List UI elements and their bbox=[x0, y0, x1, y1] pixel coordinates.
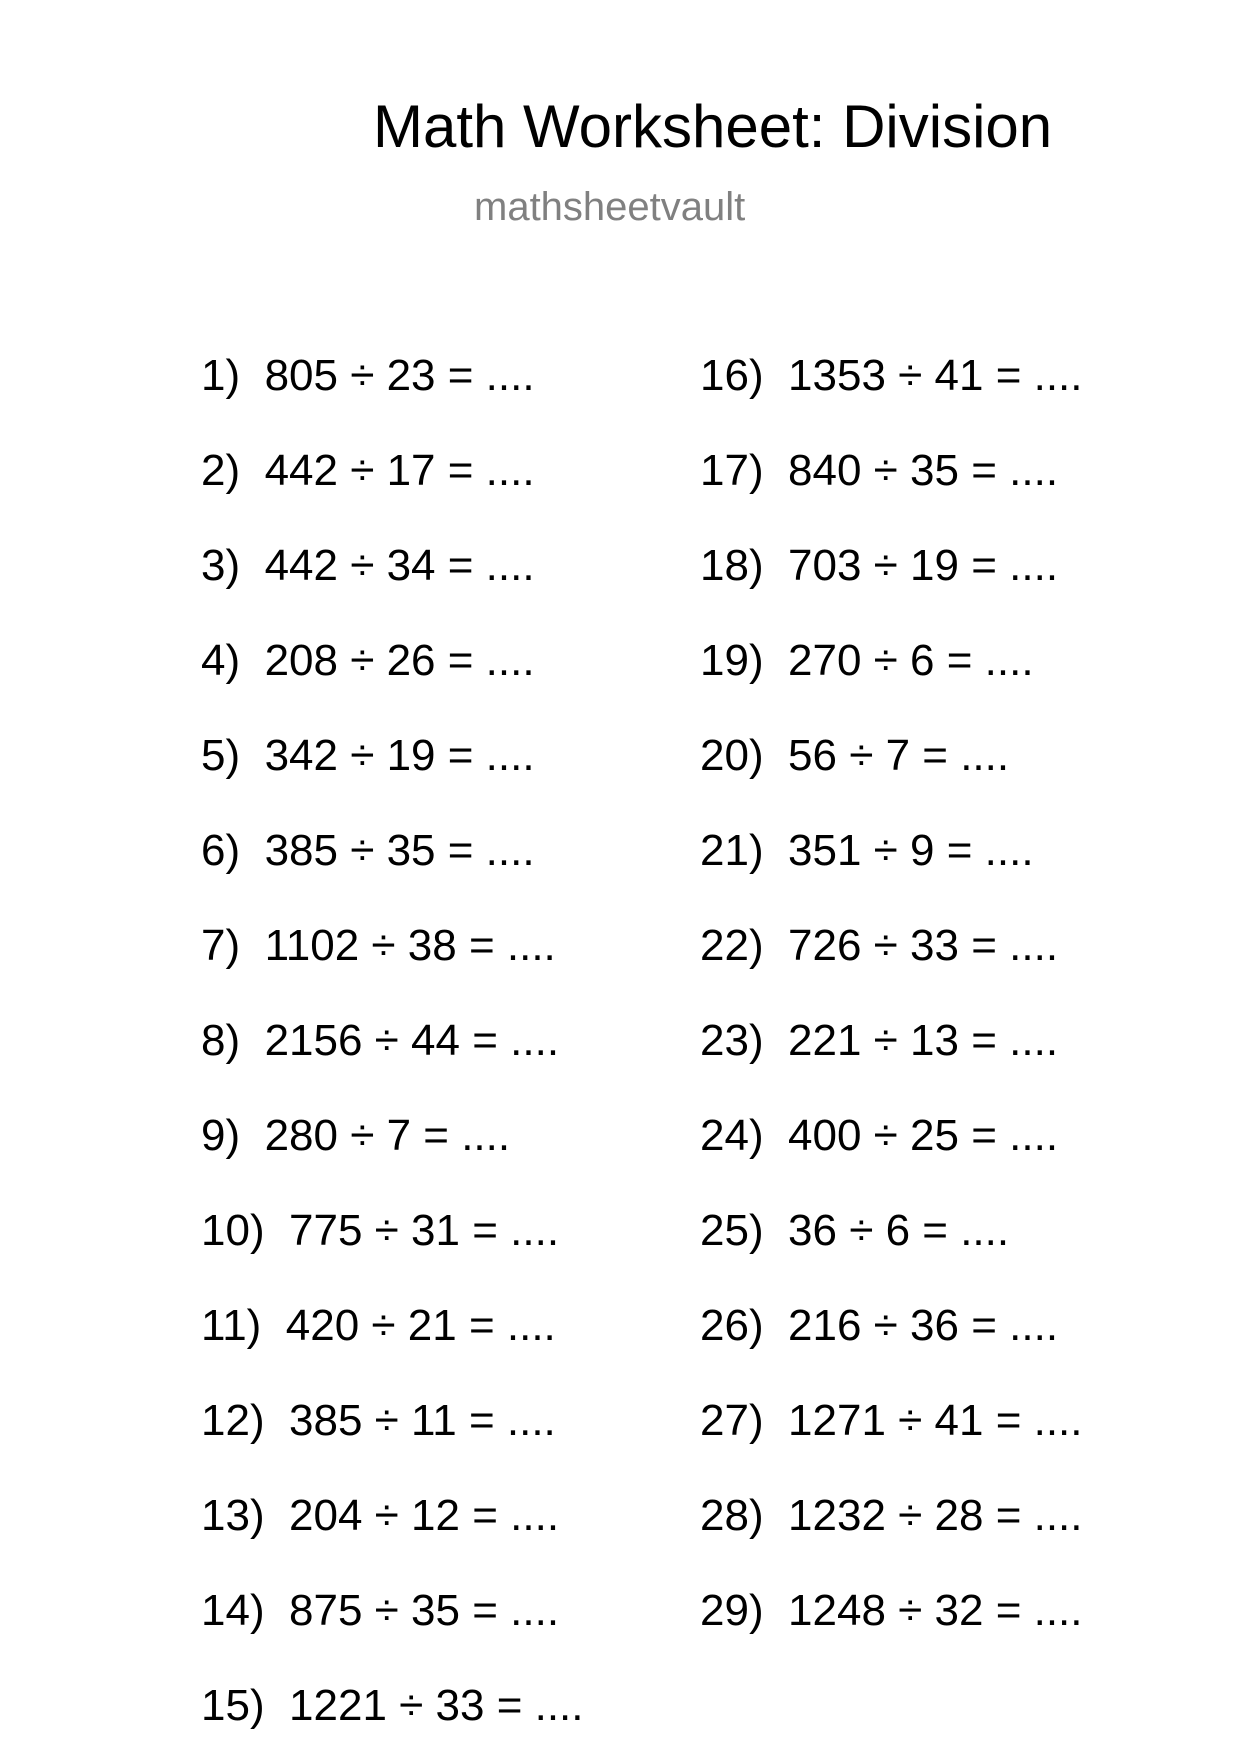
problem-item: 22) 726 ÷ 33 = .... bbox=[700, 921, 1059, 970]
problem-item: 17) 840 ÷ 35 = .... bbox=[700, 446, 1059, 495]
problem-item: 18) 703 ÷ 19 = .... bbox=[700, 541, 1059, 590]
problem-item: 7) 1102 ÷ 38 = .... bbox=[201, 921, 556, 970]
problem-item: 25) 36 ÷ 6 = .... bbox=[700, 1206, 1010, 1255]
problem-item: 5) 342 ÷ 19 = .... bbox=[201, 731, 535, 780]
problem-item: 28) 1232 ÷ 28 = .... bbox=[700, 1491, 1083, 1540]
problem-item: 24) 400 ÷ 25 = .... bbox=[700, 1111, 1059, 1160]
problem-item: 14) 875 ÷ 35 = .... bbox=[201, 1586, 560, 1635]
problem-item: 10) 775 ÷ 31 = .... bbox=[201, 1206, 560, 1255]
problem-item: 13) 204 ÷ 12 = .... bbox=[201, 1491, 560, 1540]
problem-item: 4) 208 ÷ 26 = .... bbox=[201, 636, 535, 685]
problem-item: 11) 420 ÷ 21 = .... bbox=[201, 1301, 556, 1350]
problem-item: 2) 442 ÷ 17 = .... bbox=[201, 446, 535, 495]
problem-item: 6) 385 ÷ 35 = .... bbox=[201, 826, 535, 875]
problem-item: 27) 1271 ÷ 41 = .... bbox=[700, 1396, 1083, 1445]
problem-item: 29) 1248 ÷ 32 = .... bbox=[700, 1586, 1083, 1635]
problem-item: 23) 221 ÷ 13 = .... bbox=[700, 1016, 1059, 1065]
worksheet-subtitle: mathsheetvault bbox=[474, 185, 746, 229]
problem-item: 8) 2156 ÷ 44 = .... bbox=[201, 1016, 560, 1065]
problem-item: 20) 56 ÷ 7 = .... bbox=[700, 731, 1010, 780]
problem-item: 19) 270 ÷ 6 = .... bbox=[700, 636, 1034, 685]
worksheet-title: Math Worksheet: Division bbox=[373, 93, 1053, 160]
problem-item: 26) 216 ÷ 36 = .... bbox=[700, 1301, 1059, 1350]
problem-item: 21) 351 ÷ 9 = .... bbox=[700, 826, 1034, 875]
problem-item: 9) 280 ÷ 7 = .... bbox=[201, 1111, 511, 1160]
problem-item: 16) 1353 ÷ 41 = .... bbox=[700, 351, 1083, 400]
problem-item: 12) 385 ÷ 11 = .... bbox=[201, 1396, 556, 1445]
problem-item: 15) 1221 ÷ 33 = .... bbox=[201, 1681, 584, 1730]
problem-item: 3) 442 ÷ 34 = .... bbox=[201, 541, 535, 590]
problem-item: 1) 805 ÷ 23 = .... bbox=[201, 351, 535, 400]
